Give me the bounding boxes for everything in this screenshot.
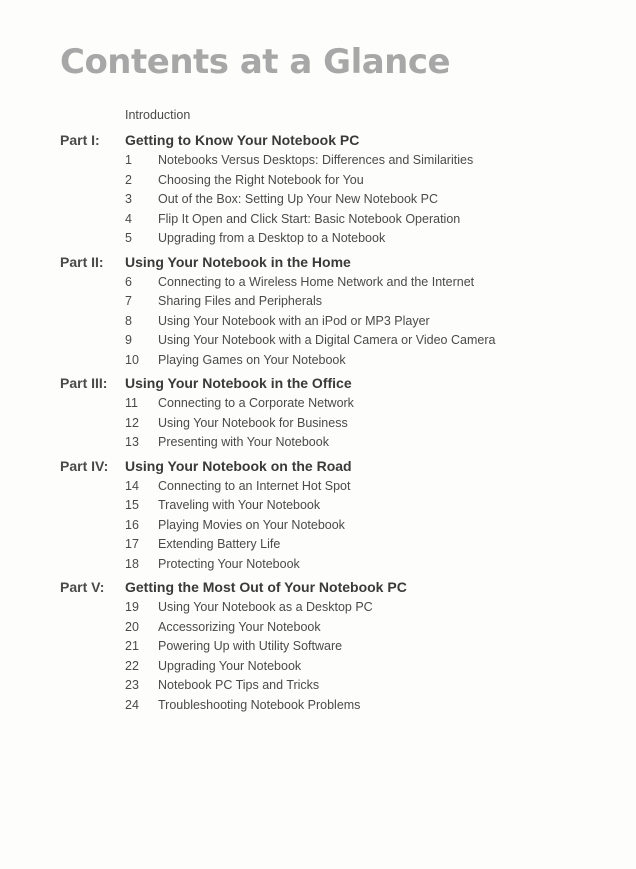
chapter-title: Connecting to a Wireless Home Network and the Internet xyxy=(158,274,475,289)
chapter-title: Notebook PC Tips and Tricks xyxy=(158,678,320,692)
toc-chapter-entry[interactable] xyxy=(0,619,636,639)
toc-chapter-entry[interactable] xyxy=(0,697,636,717)
chapter-title: Sharing Files and Peripherals xyxy=(158,294,322,308)
chapter-title: Connecting to an Internet Hot Spot xyxy=(158,478,351,493)
chapter-title: Playing Movies on Your Notebook xyxy=(158,517,345,532)
chapter-title: Choosing the Right Notebook for You xyxy=(158,172,364,187)
part-heading[interactable] xyxy=(0,252,636,274)
chapter-number: 7 xyxy=(125,294,132,308)
toc-chapter-entry[interactable] xyxy=(0,293,636,313)
toc-chapter-entry[interactable] xyxy=(0,599,636,619)
part-label: Part II: xyxy=(60,253,104,270)
toc-chapter-entry[interactable] xyxy=(0,434,636,454)
chapter-title: Playing Games on Your Notebook xyxy=(158,352,346,367)
part-heading[interactable] xyxy=(0,577,636,599)
part-title: Using Your Notebook in the Office xyxy=(125,375,352,391)
chapter-number: 18 xyxy=(125,556,139,571)
chapter-number: 3 xyxy=(125,192,132,206)
chapter-title: Traveling with Your Notebook xyxy=(158,498,321,512)
chapter-number: 4 xyxy=(125,211,132,226)
chapter-number: 23 xyxy=(125,678,139,692)
chapter-title: Using Your Notebook as a Desktop PC xyxy=(158,600,373,614)
toc-chapter-entry[interactable] xyxy=(0,230,636,250)
toc-chapter-entry[interactable] xyxy=(0,313,636,333)
part-title: Using Your Notebook in the Home xyxy=(125,253,351,270)
chapter-title: Extending Battery Life xyxy=(158,537,281,551)
chapter-number: 24 xyxy=(125,697,139,712)
toc-chapter-entry[interactable] xyxy=(0,497,636,517)
toc-chapter-entry[interactable] xyxy=(0,415,636,435)
part-title: Getting to Know Your Notebook PC xyxy=(125,132,360,148)
toc-chapter-entry[interactable] xyxy=(0,172,636,192)
chapter-title: Upgrading Your Notebook xyxy=(158,658,302,673)
toc-chapter-entry[interactable] xyxy=(0,152,636,172)
part-heading[interactable] xyxy=(0,456,636,478)
chapter-number: 20 xyxy=(125,619,139,634)
toc-part-2 xyxy=(0,252,636,372)
part-label: Part III: xyxy=(60,375,108,391)
toc-chapter-entry[interactable] xyxy=(0,211,636,231)
toc-chapter-entry[interactable] xyxy=(0,677,636,697)
toc-chapter-entry[interactable] xyxy=(0,395,636,415)
part-heading[interactable] xyxy=(0,130,636,152)
chapter-title: Out of the Box: Setting Up Your New Notebook PC xyxy=(158,192,439,206)
chapter-number: 2 xyxy=(125,172,132,187)
chapter-number: 22 xyxy=(125,658,139,673)
chapter-title: Powering Up with Utility Software xyxy=(158,639,343,653)
chapter-title: Troubleshooting Notebook Problems xyxy=(158,697,361,712)
chapter-number: 13 xyxy=(125,435,139,449)
chapter-number: 10 xyxy=(125,352,139,367)
page-title: Contents at a Glance xyxy=(60,42,451,82)
chapter-number: 15 xyxy=(125,498,139,512)
toc-chapter-entry[interactable] xyxy=(0,517,636,537)
toc-introduction[interactable] xyxy=(0,106,636,128)
chapter-number: 12 xyxy=(125,415,139,430)
part-label: Part V: xyxy=(60,579,105,595)
chapter-title: Protecting Your Notebook xyxy=(158,556,300,571)
toc-part-3 xyxy=(0,373,636,454)
toc-chapter-entry[interactable] xyxy=(0,658,636,678)
chapter-number: 11 xyxy=(125,396,138,410)
toc-chapter-entry[interactable] xyxy=(0,556,636,576)
toc-chapter-entry[interactable] xyxy=(0,191,636,211)
chapter-number: 6 xyxy=(125,274,132,289)
chapter-number: 1 xyxy=(125,153,132,167)
chapter-title: Connecting to a Corporate Network xyxy=(158,396,354,410)
toc-chapter-entry[interactable] xyxy=(0,352,636,372)
chapter-title: Using Your Notebook for Business xyxy=(158,415,348,430)
toc-part-1 xyxy=(0,130,636,250)
toc-part-5 xyxy=(0,577,636,716)
chapter-title: Flip It Open and Click Start: Basic Notebook Operation xyxy=(158,211,461,226)
chapter-number: 9 xyxy=(125,333,132,347)
toc-chapter-entry[interactable] xyxy=(0,478,636,498)
chapter-number: 14 xyxy=(125,478,139,493)
chapter-number: 17 xyxy=(125,537,139,551)
toc-chapter-entry[interactable] xyxy=(0,536,636,556)
toc-part-4 xyxy=(0,456,636,576)
part-heading[interactable] xyxy=(0,373,636,395)
toc-chapter-entry[interactable] xyxy=(0,332,636,352)
part-label: Part IV: xyxy=(60,457,109,474)
chapter-title: Notebooks Versus Desktops: Differences and Similarities xyxy=(158,153,474,167)
chapter-title: Presenting with Your Notebook xyxy=(158,435,329,449)
part-title: Using Your Notebook on the Road xyxy=(125,457,352,474)
introduction-label: Introduction xyxy=(125,108,191,122)
part-title: Getting the Most Out of Your Notebook PC xyxy=(125,579,407,595)
chapter-title: Upgrading from a Desktop to a Notebook xyxy=(158,231,386,245)
toc-chapter-entry[interactable] xyxy=(0,274,636,294)
chapter-number: 5 xyxy=(125,231,132,245)
chapter-number: 19 xyxy=(125,600,139,614)
table-of-contents xyxy=(0,106,636,716)
chapter-number: 8 xyxy=(125,313,132,328)
chapter-title: Using Your Notebook with an iPod or MP3 Player xyxy=(158,313,430,328)
chapter-number: 16 xyxy=(125,517,139,532)
chapter-number: 21 xyxy=(125,639,139,653)
chapter-title: Using Your Notebook with a Digital Camera or Video Camera xyxy=(158,333,496,347)
part-label: Part I: xyxy=(60,132,100,148)
chapter-title: Accessorizing Your Notebook xyxy=(158,619,321,634)
toc-chapter-entry[interactable] xyxy=(0,638,636,658)
